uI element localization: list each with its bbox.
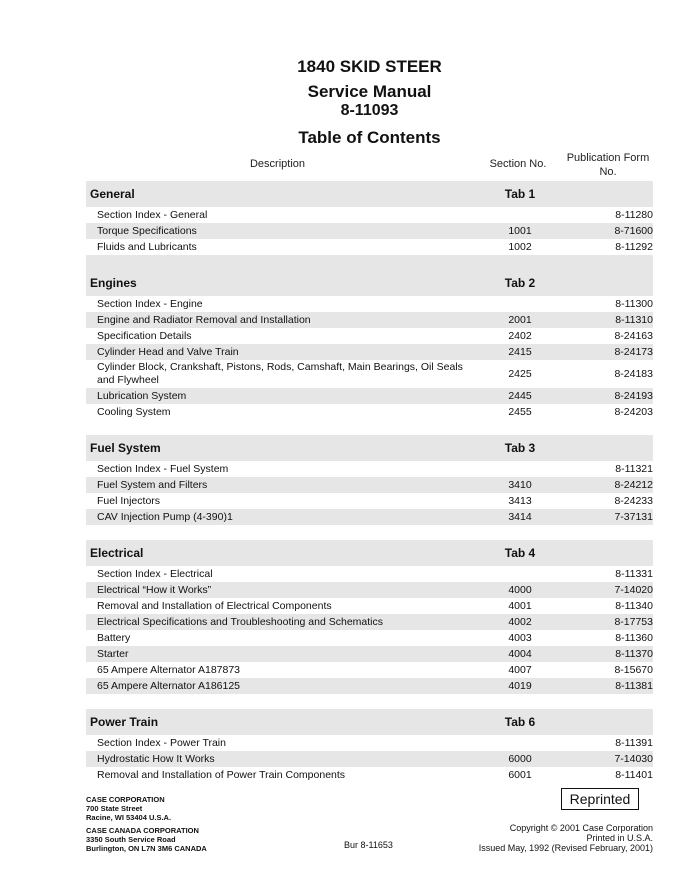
row-description: 65 Ampere Alternator A187873 xyxy=(97,664,241,676)
row-publication-number: 8-11391 xyxy=(615,737,653,749)
group-tab: Tab 4 xyxy=(504,546,536,560)
group-header-row xyxy=(86,709,653,735)
table-row xyxy=(86,751,653,767)
row-description: Section Index - Engine xyxy=(97,298,203,310)
row-publication-number: 8-24212 xyxy=(614,479,653,491)
row-section-number: 4007 xyxy=(508,664,532,676)
bur-number: Bur 8-11653 xyxy=(344,840,393,850)
table-row xyxy=(86,239,653,255)
table-row xyxy=(86,312,653,328)
row-description: Cylinder Head and Valve Train xyxy=(97,346,239,358)
row-section-number: 6000 xyxy=(508,753,532,765)
row-section-number: 3410 xyxy=(508,479,532,491)
row-section-number: 1001 xyxy=(508,225,532,237)
row-section-number: 4000 xyxy=(508,584,532,596)
table-row xyxy=(86,735,653,751)
table-row xyxy=(86,678,653,694)
address-line: CASE CORPORATION xyxy=(86,795,165,804)
group-header-row xyxy=(86,181,653,207)
row-section-number: 6001 xyxy=(508,769,532,781)
row-publication-number: 8-24203 xyxy=(614,406,653,418)
table-row xyxy=(86,404,653,420)
table-row xyxy=(86,344,653,360)
row-description: Hydrostatic How It Works xyxy=(97,753,215,765)
row-publication-number: 8-71600 xyxy=(614,225,653,237)
row-description: CAV Injection Pump (4-390)1 xyxy=(97,511,233,523)
row-section-number: 4019 xyxy=(508,680,532,692)
table-row xyxy=(86,388,653,404)
row-publication-number: 8-11280 xyxy=(615,209,653,221)
row-description: Removal and Installation of Electrical Components xyxy=(97,600,332,612)
row-publication-number: 7-14030 xyxy=(614,753,653,765)
table-row xyxy=(86,598,653,614)
row-section-number: 3413 xyxy=(508,495,532,507)
row-section-number: 4003 xyxy=(508,632,532,644)
table-row xyxy=(86,767,653,783)
table-row xyxy=(86,223,653,239)
row-publication-number: 8-11310 xyxy=(615,314,653,326)
row-publication-number: 8-17753 xyxy=(614,616,653,628)
row-section-number: 4004 xyxy=(508,648,532,660)
row-publication-number: 8-24183 xyxy=(614,368,653,380)
table-row xyxy=(86,360,653,388)
row-description: Electrical “How it Works” xyxy=(97,584,212,596)
row-section-number: 4002 xyxy=(508,616,532,628)
row-description: Battery xyxy=(97,632,131,644)
row-section-number: 2425 xyxy=(508,368,532,380)
copyright-block xyxy=(479,823,653,853)
row-section-number: 2001 xyxy=(508,314,532,326)
group-tab: Tab 1 xyxy=(504,187,536,201)
printed-line: Printed in U.S.A. xyxy=(586,833,653,843)
group-name: Power Train xyxy=(90,715,159,729)
row-description: Cylinder Block, Crankshaft, Pistons, Rods, Camshaft, Main Bearings, Oil Seals and Flywheel xyxy=(97,361,463,386)
row-description: Section Index - Electrical xyxy=(97,568,213,580)
table-row xyxy=(86,461,653,477)
row-section-number: 2445 xyxy=(508,390,532,402)
row-description: Fuel System and Filters xyxy=(97,479,208,491)
group-header-row xyxy=(86,270,653,296)
row-publication-number: 7-14020 xyxy=(614,584,653,596)
row-description: Fluids and Lubricants xyxy=(97,241,197,253)
row-description: Fuel Injectors xyxy=(97,495,161,507)
copyright-line: Copyright © 2001 Case Corporation xyxy=(509,823,653,833)
group-spacer xyxy=(86,694,653,709)
row-publication-number: 8-11360 xyxy=(615,632,653,644)
row-publication-number: 8-11340 xyxy=(615,600,653,612)
table-row xyxy=(86,328,653,344)
address-line: Racine, WI 53404 U.S.A. xyxy=(86,813,172,822)
row-publication-number: 8-11331 xyxy=(615,568,653,580)
row-publication-number: 8-24173 xyxy=(614,346,653,358)
row-section-number: 2455 xyxy=(508,406,532,418)
row-publication-number: 8-24233 xyxy=(614,495,653,507)
row-publication-number: 8-15670 xyxy=(614,664,653,676)
row-publication-number: 8-11292 xyxy=(615,241,653,253)
row-description: Torque Specifications xyxy=(97,225,197,237)
row-publication-number: 8-11321 xyxy=(615,463,653,475)
group-tab: Tab 2 xyxy=(504,276,536,290)
row-publication-number: 8-11401 xyxy=(615,769,653,781)
toc-table xyxy=(86,181,653,783)
row-description: Section Index - Power Train xyxy=(97,737,226,749)
row-section-number: 4001 xyxy=(508,600,532,612)
row-section-number: 2402 xyxy=(508,330,532,342)
address-line: CASE CANADA CORPORATION xyxy=(86,826,199,835)
table-row xyxy=(86,630,653,646)
row-publication-number: 8-11381 xyxy=(615,680,653,692)
table-row xyxy=(86,207,653,223)
column-header-description: Description xyxy=(249,158,306,170)
table-row xyxy=(86,296,653,312)
column-header-publication xyxy=(563,151,653,179)
column-header-section: Section No. xyxy=(489,158,547,170)
row-publication-number: 8-24193 xyxy=(614,390,653,402)
row-description: Removal and Installation of Power Train Components xyxy=(97,769,346,781)
table-row xyxy=(86,493,653,509)
doc-title: 1840 SKID STEER xyxy=(297,57,442,76)
address-case-canada xyxy=(86,826,207,853)
row-description: Electrical Specifications and Troubleshooting and Schematics xyxy=(97,616,383,628)
issued-line: Issued May, 1992 (Revised February, 2001) xyxy=(478,843,653,853)
address-case-corporation xyxy=(86,795,171,822)
row-publication-number: 8-24163 xyxy=(614,330,653,342)
row-publication-number: 7-37131 xyxy=(614,511,653,523)
table-row xyxy=(86,477,653,493)
group-spacer xyxy=(86,420,653,435)
group-spacer xyxy=(86,525,653,540)
address-line: 700 State Street xyxy=(86,804,143,813)
doc-pub-number: 8-11093 xyxy=(340,102,399,119)
table-row xyxy=(86,614,653,630)
row-section-number: 3414 xyxy=(508,511,532,523)
group-name: Fuel System xyxy=(90,441,161,455)
column-header-publication-line2: No. xyxy=(599,166,617,178)
column-header-publication-line1: Publication Form xyxy=(566,152,650,164)
doc-subtitle: Service Manual xyxy=(307,82,432,101)
row-section-number: 2415 xyxy=(508,346,532,358)
row-description: Specification Details xyxy=(97,330,192,342)
toc-heading: Table of Contents xyxy=(298,128,441,147)
group-spacer xyxy=(86,255,653,270)
table-row xyxy=(86,662,653,678)
table-row xyxy=(86,509,653,525)
row-description: Lubrication System xyxy=(97,390,187,402)
group-header-row xyxy=(86,540,653,566)
row-publication-number: 8-11370 xyxy=(615,648,653,660)
row-section-number: 1002 xyxy=(508,241,532,253)
row-description: Engine and Radiator Removal and Installation xyxy=(97,314,311,326)
row-description: Starter xyxy=(97,648,129,660)
table-row xyxy=(86,646,653,662)
group-name: Engines xyxy=(90,276,137,290)
row-publication-number: 8-11300 xyxy=(615,298,653,310)
group-header-row xyxy=(86,435,653,461)
group-tab: Tab 6 xyxy=(504,715,536,729)
row-description: 65 Ampere Alternator A186125 xyxy=(97,680,241,692)
address-line: Burlington, ON L7N 3M6 CANADA xyxy=(86,844,207,853)
reprinted-stamp: Reprinted xyxy=(561,788,639,810)
group-name: Electrical xyxy=(90,546,144,560)
group-name: General xyxy=(90,187,135,201)
table-row xyxy=(86,582,653,598)
address-line: 3350 South Service Road xyxy=(86,835,176,844)
group-tab: Tab 3 xyxy=(504,441,536,455)
table-row xyxy=(86,566,653,582)
row-description: Cooling System xyxy=(97,406,171,418)
row-description: Section Index - General xyxy=(97,209,208,221)
row-description: Section Index - Fuel System xyxy=(97,463,229,475)
